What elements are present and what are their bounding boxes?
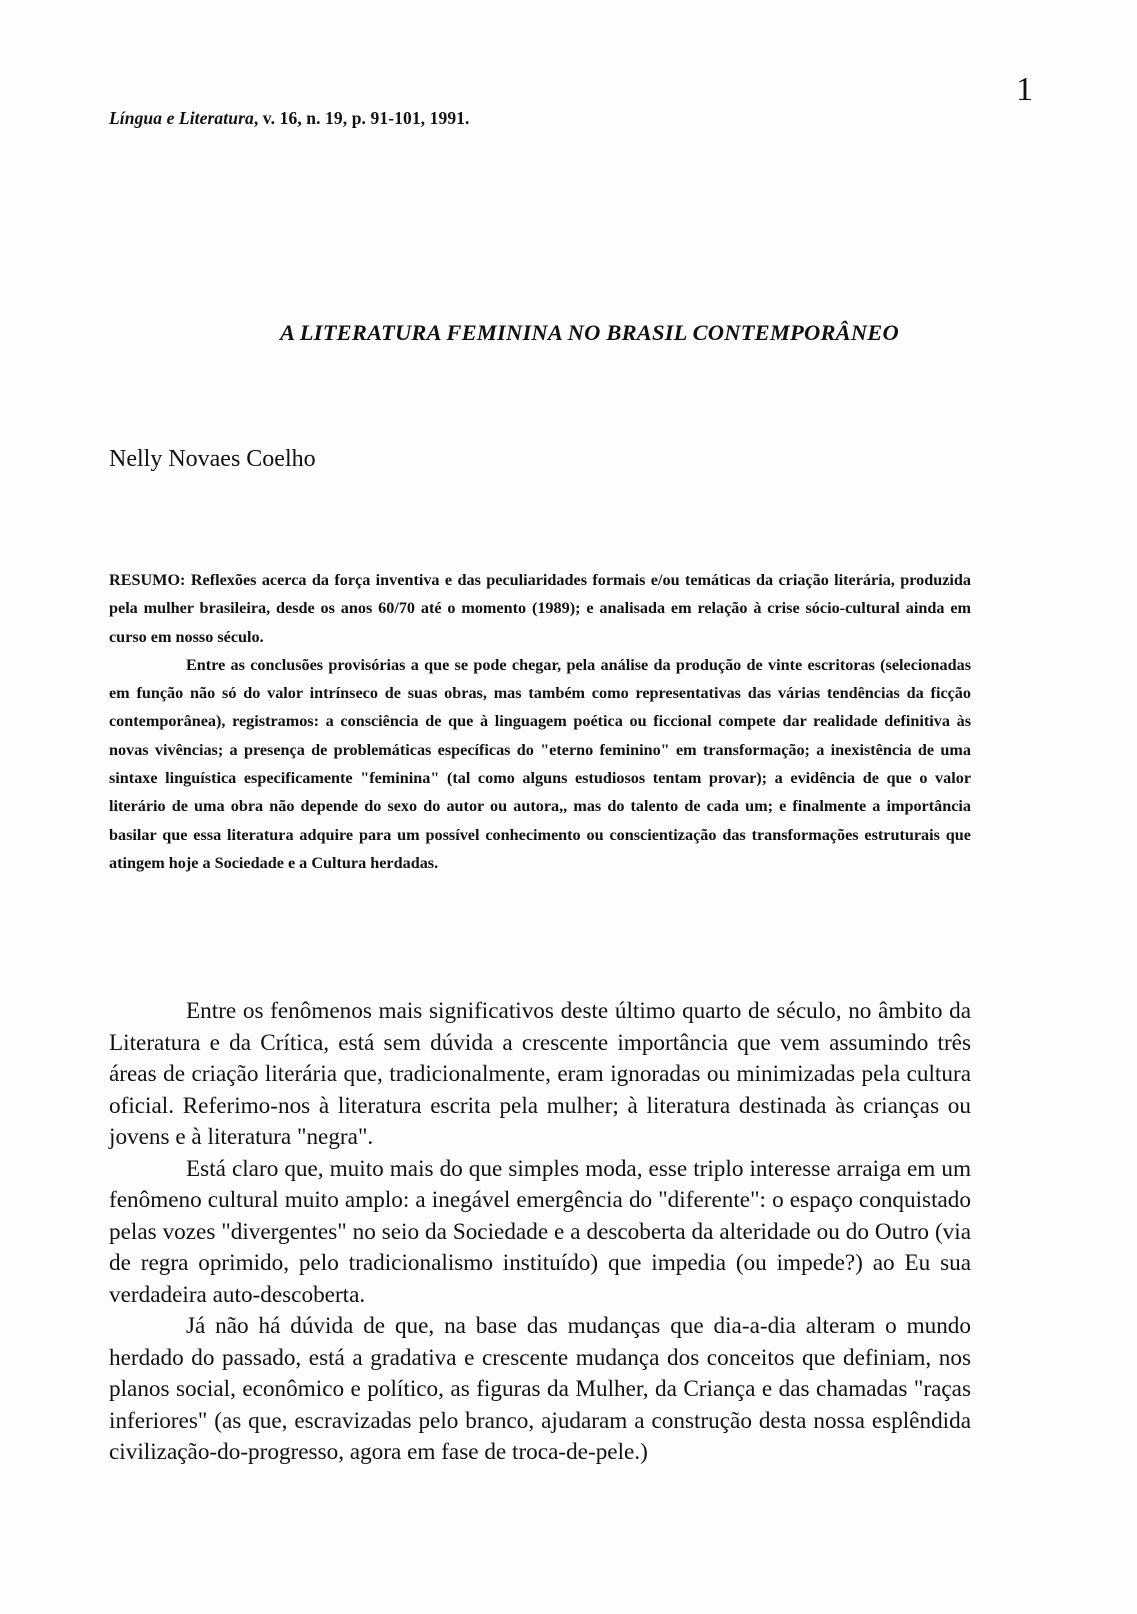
body-paragraph: Já não há dúvida de que, na base das mudanças que dia-a-dia alteram o mundo herdado do passado, está a gradativa e crescente mudança dos conceitos que definiam, nos planos social, econômico e político, as figuras da Mulher, da Criança e das chamadas "raças inferiores" (as que, escravizadas pelo branco, ajudaram a construção desta nossa esplêndida civilização-do-progresso, agora em fase de troca-de-pele.) bbox=[109, 1313, 971, 1465]
abstract-paragraph bbox=[109, 566, 971, 651]
body-text bbox=[109, 996, 971, 1469]
journal-citation bbox=[109, 108, 470, 129]
abstract-label: RESUMO: bbox=[109, 571, 186, 589]
body-paragraph: Está claro que, muito mais do que simples moda, esse triplo interesse arraiga em um fenômeno cultural muito amplo: a inegável emergência do "diferente": o espaço conquistado pelas vozes "divergentes" no seio da Sociedade e a descoberta da alteridade ou do Outro (via de regra oprimido, pelo tradicionalismo instituído) que impedia (ou impede?) ao Eu sua verdadeira auto-descoberta. bbox=[109, 1155, 971, 1308]
abstract-text: Reflexões acerca da força inventiva e das peculiaridades formais e/ou temáticas da criação literária, produzida pela mulher brasileira, desde os anos 60/70 até o momento (1989); e analisada em relação à crise sócio-cultural ainda em curso em nosso século. bbox=[109, 571, 971, 646]
abstract-paragraph: Entre as conclusões provisórias a que se pode chegar, pela análise da produção de vinte escritoras (selecionadas em função não só do valor intrínseco de suas obras, mas também como representativas das várias tendências da ficção contemporânea), registramos: a consciência de que à linguagem poética ou ficcional compete dar realidade definitiva às novas vivências; a presença de problemáticas específicas do "eterno feminino" em transformação; a inexistência de uma sintaxe linguística especificamente "feminina" (tal como alguns estudiosos tentam provar); a evidência de que o valor literário de uma obra não depende do sexo do autor ou autora,, mas do talento de cada um; e finalmente a importância basilar que essa literatura adquire para um possível conhecimento ou conscientização das transformações estruturais que atingem hoje a Sociedade e a Cultura herdadas. bbox=[109, 655, 971, 872]
citation-details: , v. 16, n. 19, p. 91-101, 1991. bbox=[253, 108, 470, 128]
journal-name: Língua e Literatura bbox=[109, 108, 254, 128]
article-author: Nelly Novaes Coelho bbox=[109, 446, 316, 472]
page-number: 1 bbox=[1016, 71, 1033, 108]
body-paragraph: Entre os fenômenos mais significativos deste último quarto de século, no âmbito da Literatura e da Crítica, está sem dúvida a crescente importância que vem assumindo três áreas de criação literária que, tradicionalmente, eram ignoradas ou minimizadas pela cultura oficial. Referimo-nos à literatura escrita pela mulher; à literatura destinada às crianças ou jovens e à literatura "negra". bbox=[109, 998, 971, 1150]
abstract bbox=[109, 566, 971, 877]
article-title: A LITERATURA FEMININA NO BRASIL CONTEMPORÂNEO bbox=[280, 320, 899, 345]
